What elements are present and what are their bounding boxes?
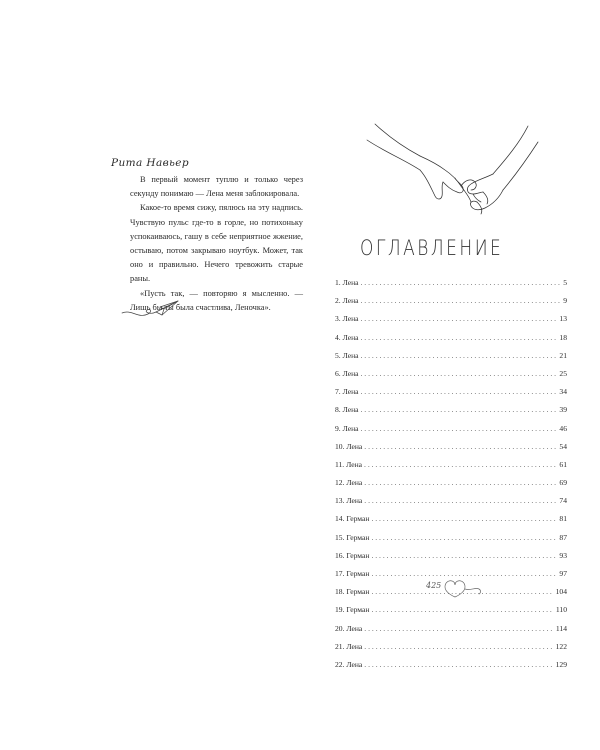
toc-entry [335,551,567,569]
toc-entry-page: 122 [555,641,567,651]
toc-entry-label: 16. Герман [335,550,370,560]
toc-entry [335,460,567,478]
toc-title: ОГЛАВЛЕНИЕ [360,236,504,261]
toc-entry-label: 6. Лена [335,368,359,378]
toc-entry-page: 46 [559,423,567,433]
toc-entry-label: 21. Лена [335,641,363,651]
toc-leader-dots [364,624,554,633]
paragraph: В первый момент туплю и только через секунду понимаю — Лена меня заблокировала. [130,175,303,199]
toc-entry [335,314,567,332]
toc-leader-dots [361,405,558,414]
toc-entry-label: 3. Лена [335,314,359,324]
paragraph: «Пусть так, — повторяю я мысленно. — Лишь бы ты была счастлива, Леночка». [130,288,303,312]
paragraph: Какое-то время сижу, пялюсь на эту надпись. Чувствую пульс где-то в горле, но потихоньку успокаиваюсь, гашу в себе неприятное жжение, остываю, потом закрываю ноутбук. Может, так оно и правильно. Нечего тревожить старые раны. [130,203,303,284]
toc-leader-dots [361,369,558,378]
toc-leader-dots [371,514,557,523]
toc-entry-label: 17. Герман [335,569,370,578]
toc-entry [335,405,567,423]
toc-entry-label: 14. Герман [335,514,370,524]
toc-entry-page: 5 [563,278,567,287]
toc-entry-page: 61 [559,459,567,469]
toc-leader-dots [371,605,553,614]
toc-entry-page: 93 [559,550,567,560]
toc-leader-dots [361,424,558,433]
toc-leader-dots [364,642,553,651]
toc-entry [335,478,567,496]
toc-entry-page: 110 [555,605,567,615]
toc-entry-label: 5. Лена [335,350,359,360]
toc-leader-dots [371,551,557,560]
toc-entry-page: 21 [559,350,567,360]
toc-entry-page: 34 [559,387,567,397]
page-number-block [425,573,485,601]
toc-entry [335,278,567,296]
toc-leader-dots [361,387,558,396]
toc-entry [335,642,567,660]
toc-entry-page: 25 [559,368,567,378]
toc-entry [335,605,567,623]
toc-leader-dots [364,460,557,469]
toc-entry-label: 4. Лена [335,332,359,342]
linked-pinky-fingers-icon [365,122,540,232]
toc-leader-dots [364,496,557,505]
toc-leader-dots [364,478,557,487]
toc-entry-label: 11. Лена [335,459,363,469]
toc-entry-label: 7. Лена [335,387,359,397]
toc-entry [335,533,567,551]
toc-entry-label: 12. Лена [335,478,363,488]
toc-leader-dots [361,333,558,342]
toc-entry-page: 114 [555,623,567,633]
toc-entry-label: 10. Лена [335,441,363,451]
toc-entry-page: 74 [559,496,567,506]
toc-entry-page: 129 [555,659,567,669]
toc-entry-page: 87 [559,532,567,542]
toc-entry-label: 18. Герман [335,587,370,597]
toc-leader-dots [361,314,558,323]
toc-entry [335,514,567,532]
toc-entry-page: 18 [559,332,567,342]
toc-entry-page: 104 [555,587,567,597]
toc-entry-page: 9 [563,296,567,306]
toc-entry [335,333,567,351]
toc-leader-dots [361,296,562,305]
toc-entry-label: 1. Лена [335,278,359,287]
toc-leader-dots [361,278,562,287]
toc-entry-label: 8. Лена [335,405,359,415]
table-of-contents [335,278,567,678]
toc-entry-page: 81 [559,514,567,524]
toc-entry [335,369,567,387]
toc-leader-dots [361,351,558,360]
toc-entry [335,442,567,460]
toc-entry-label: 2. Лена [335,296,359,306]
toc-entry-page: 69 [559,478,567,488]
toc-entry-label: 9. Лена [335,423,359,433]
toc-entry [335,387,567,405]
toc-entry-page: 39 [559,405,567,415]
heart-swirl-icon [439,575,483,599]
toc-entry [335,424,567,442]
page-number: 425 [426,581,442,590]
running-header-author: Рита Навьер [111,157,189,169]
toc-entry-label: 20. Лена [335,623,363,633]
toc-entry-page: 54 [559,441,567,451]
toc-leader-dots [364,660,553,669]
toc-entry-label: 22. Лена [335,659,363,669]
paper-plane-icon [120,293,182,321]
toc-entry-page: 97 [559,569,567,578]
toc-entry-label: 19. Герман [335,605,370,615]
toc-entry [335,351,567,369]
toc-entry-label: 15. Герман [335,532,370,542]
toc-leader-dots [371,533,557,542]
toc-entry [335,624,567,642]
toc-entry-page: 13 [559,314,567,324]
toc-entry [335,660,567,678]
toc-leader-dots [364,442,557,451]
toc-entry [335,296,567,314]
toc-entry [335,496,567,514]
toc-entry-label: 13. Лена [335,496,363,506]
right-page [300,0,600,750]
